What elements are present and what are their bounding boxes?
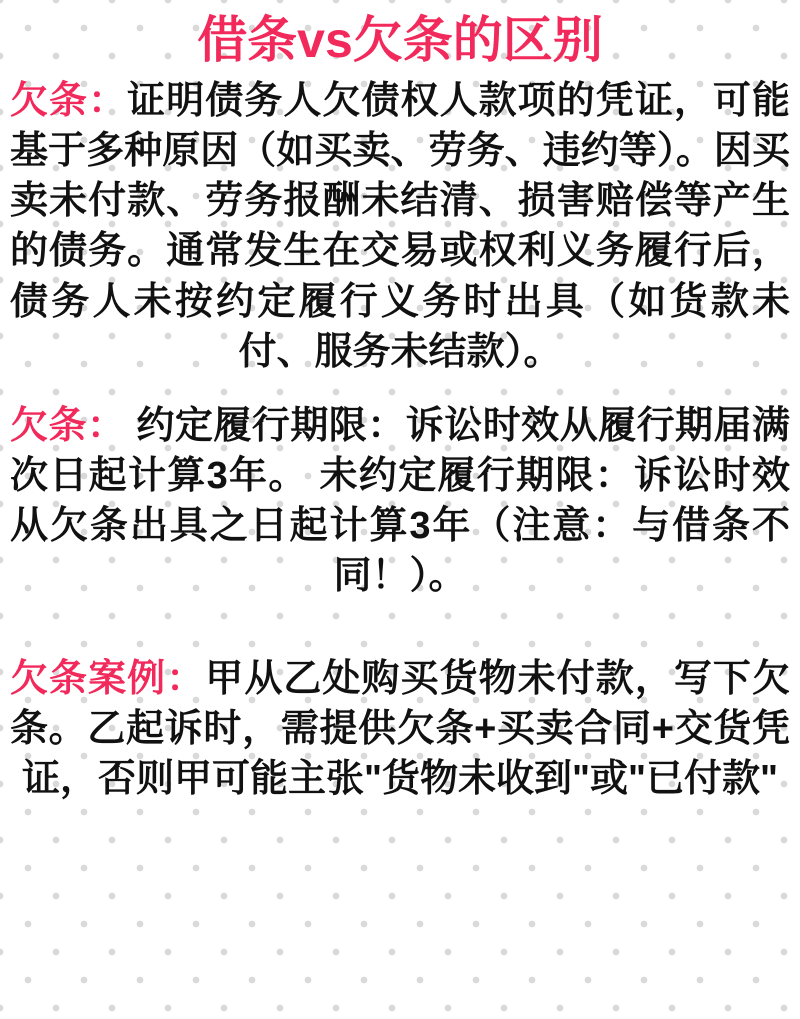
section-case-label: 欠条案例： <box>10 657 206 700</box>
spacer-1 <box>10 383 790 401</box>
section-definition-label: 欠条： <box>10 80 128 122</box>
section-case-text: 甲从乙处购买货物未付款，写下欠条。乙起诉时，需提供欠条+买卖合同+交货凭证，否则甲可能主张 <box>10 657 790 800</box>
section-limitation <box>10 401 790 602</box>
section-case-clipped: "货物未收到"或"已付款" <box>363 757 779 800</box>
section-case <box>10 654 790 804</box>
page-title: 借条vs欠条的区别 <box>197 12 603 68</box>
section-definition <box>10 76 790 377</box>
section-limitation-label: 欠条： <box>10 404 126 447</box>
spacer-2 <box>10 608 790 654</box>
section-limitation-text: 约定履行期限：诉讼时效从履行期届满次日起计算3年。 未约定履行期限：诉讼时效从欠条出具之日起计算3年（注意：与借条不同！）。 <box>10 404 790 598</box>
section-definition-text: 证明债务人欠债权人款项的凭证，可能基于多种原因（如买卖、劳务、违约等）。因买卖未付款、劳务报酬未结清、损害赔偿等产生的债务。通常发生在交易或权利义务履行后，债务人未按约定履行义务时出具（如货款未付、服务未结款）。 <box>10 80 790 373</box>
